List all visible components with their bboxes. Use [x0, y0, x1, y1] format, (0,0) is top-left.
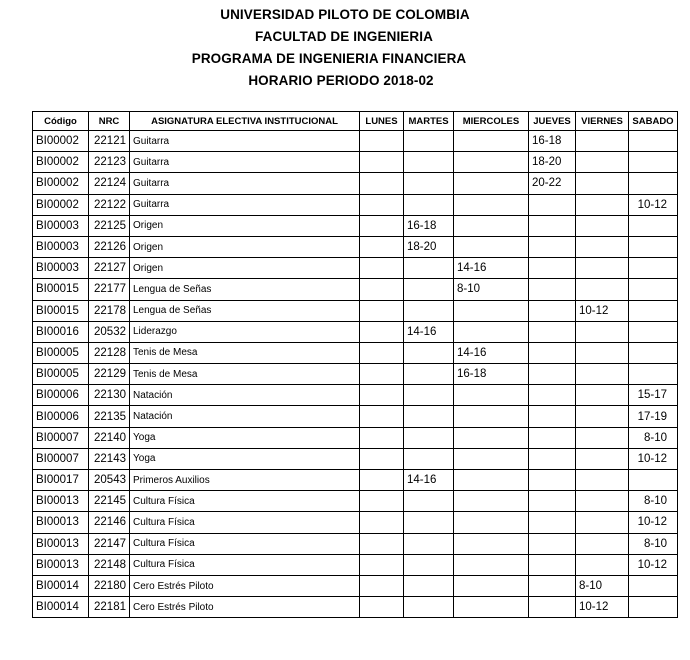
subject-cell: Yoga [130, 448, 360, 469]
nrc-cell: 22143 [89, 448, 130, 469]
martes-cell [404, 597, 454, 618]
lunes-cell [360, 597, 404, 618]
code-cell: BI00014 [33, 575, 89, 596]
miercoles-cell: 8-10 [454, 279, 529, 300]
miercoles-header: MIERCOLES [454, 112, 529, 131]
nrc-cell: 22146 [89, 512, 130, 533]
code-cell: BI00003 [33, 258, 89, 279]
miercoles-cell [454, 236, 529, 257]
viernes-cell [576, 258, 629, 279]
subject-cell: Natación [130, 385, 360, 406]
faculty-title: FACULTAD DE INGENIERIA [255, 29, 433, 44]
viernes-cell: 10-12 [576, 300, 629, 321]
jueves-cell [529, 575, 576, 596]
viernes-cell [576, 236, 629, 257]
document-header [0, 4, 690, 92]
sabado-cell [629, 152, 678, 173]
miercoles-cell: 14-16 [454, 258, 529, 279]
subject-cell: Natación [130, 406, 360, 427]
lunes-cell [360, 258, 404, 279]
lunes-cell [360, 173, 404, 194]
code-cell: BI00017 [33, 470, 89, 491]
university-title: UNIVERSIDAD PILOTO DE COLOMBIA [220, 7, 470, 22]
miercoles-cell [454, 385, 529, 406]
code-cell: BI00007 [33, 427, 89, 448]
lunes-cell [360, 554, 404, 575]
subject-cell: Guitarra [130, 131, 360, 152]
nrc-cell: 20532 [89, 321, 130, 342]
viernes-cell [576, 152, 629, 173]
table-header-row [33, 112, 678, 131]
code-cell: BI00002 [33, 173, 89, 194]
subject-cell: Guitarra [130, 173, 360, 194]
nrc-cell: 22145 [89, 491, 130, 512]
miercoles-cell [454, 406, 529, 427]
lunes-header: LUNES [360, 112, 404, 131]
subject-cell: Cero Estrés Piloto [130, 575, 360, 596]
subject-cell: Guitarra [130, 152, 360, 173]
subject-cell: Cultura Física [130, 512, 360, 533]
nrc-cell: 22140 [89, 427, 130, 448]
table-row [33, 131, 678, 152]
jueves-cell [529, 342, 576, 363]
miercoles-cell: 14-16 [454, 342, 529, 363]
martes-cell: 16-18 [404, 215, 454, 236]
jueves-cell [529, 194, 576, 215]
subject-cell: Lengua de Señas [130, 300, 360, 321]
jueves-cell [529, 279, 576, 300]
jueves-cell [529, 215, 576, 236]
nrc-cell: 22121 [89, 131, 130, 152]
jueves-cell [529, 554, 576, 575]
miercoles-cell [454, 152, 529, 173]
jueves-cell: 20-22 [529, 173, 576, 194]
jueves-cell [529, 448, 576, 469]
lunes-cell [360, 131, 404, 152]
code-cell: BI00003 [33, 236, 89, 257]
miercoles-cell [454, 321, 529, 342]
table-row [33, 236, 678, 257]
program-title: PROGRAMA DE INGENIERIA FINANCIERA [191, 51, 467, 66]
lunes-cell [360, 321, 404, 342]
code-cell: BI00013 [33, 533, 89, 554]
lunes-cell [360, 152, 404, 173]
nrc-cell: 22125 [89, 215, 130, 236]
sabado-cell: 8-10 [629, 533, 678, 554]
miercoles-cell [454, 575, 529, 596]
code-cell: BI00016 [33, 321, 89, 342]
nrc-cell: 22126 [89, 236, 130, 257]
subject-cell: Guitarra [130, 194, 360, 215]
jueves-header: JUEVES [529, 112, 576, 131]
jueves-cell [529, 385, 576, 406]
martes-header: MARTES [404, 112, 454, 131]
nrc-cell: 20543 [89, 470, 130, 491]
viernes-cell [576, 406, 629, 427]
miercoles-cell [454, 173, 529, 194]
sabado-cell [629, 364, 678, 385]
martes-cell [404, 364, 454, 385]
table-row [33, 364, 678, 385]
martes-cell [404, 152, 454, 173]
code-cell: BI00002 [33, 194, 89, 215]
sabado-cell: 10-12 [629, 448, 678, 469]
sabado-cell: 15-17 [629, 385, 678, 406]
sabado-cell [629, 597, 678, 618]
sabado-cell: 17-19 [629, 406, 678, 427]
table-row [33, 300, 678, 321]
viernes-header: VIERNES [576, 112, 629, 131]
jueves-cell: 18-20 [529, 152, 576, 173]
martes-cell [404, 575, 454, 596]
sabado-cell: 8-10 [629, 491, 678, 512]
miercoles-cell [454, 470, 529, 491]
sabado-cell [629, 131, 678, 152]
sabado-cell [629, 342, 678, 363]
viernes-cell [576, 215, 629, 236]
viernes-cell [576, 512, 629, 533]
subject-cell: Cultura Física [130, 533, 360, 554]
nrc-cell: 22177 [89, 279, 130, 300]
schedule-table [32, 111, 678, 618]
jueves-cell [529, 258, 576, 279]
nrc-header: NRC [89, 112, 130, 131]
sabado-cell [629, 215, 678, 236]
martes-cell [404, 385, 454, 406]
table-row [33, 279, 678, 300]
viernes-cell [576, 554, 629, 575]
subject-header: ASIGNATURA ELECTIVA INSTITUCIONAL [130, 112, 360, 131]
subject-cell: Cultura Física [130, 554, 360, 575]
sabado-cell [629, 173, 678, 194]
code-cell: BI00007 [33, 448, 89, 469]
sabado-cell [629, 321, 678, 342]
code-cell: BI00015 [33, 300, 89, 321]
subject-cell: Cero Estrés Piloto [130, 597, 360, 618]
viernes-cell [576, 131, 629, 152]
jueves-cell [529, 236, 576, 257]
table-row [33, 173, 678, 194]
lunes-cell [360, 427, 404, 448]
nrc-cell: 22135 [89, 406, 130, 427]
miercoles-cell [454, 215, 529, 236]
viernes-cell: 8-10 [576, 575, 629, 596]
jueves-cell [529, 533, 576, 554]
sabado-header: SABADO [629, 112, 678, 131]
martes-cell [404, 427, 454, 448]
table-row [33, 533, 678, 554]
subject-cell: Primeros Auxilios [130, 470, 360, 491]
code-cell: BI00005 [33, 342, 89, 363]
table-row [33, 470, 678, 491]
code-cell: BI00013 [33, 491, 89, 512]
code-cell: BI00006 [33, 385, 89, 406]
jueves-cell [529, 470, 576, 491]
code-cell: BI00005 [33, 364, 89, 385]
code-header: Código [33, 112, 89, 131]
table-row [33, 597, 678, 618]
table-row [33, 491, 678, 512]
martes-cell [404, 448, 454, 469]
martes-cell [404, 279, 454, 300]
sabado-cell: 10-12 [629, 554, 678, 575]
table-row [33, 194, 678, 215]
jueves-cell [529, 406, 576, 427]
jueves-cell: 16-18 [529, 131, 576, 152]
jueves-cell [529, 597, 576, 618]
lunes-cell [360, 470, 404, 491]
martes-cell [404, 512, 454, 533]
nrc-cell: 22127 [89, 258, 130, 279]
nrc-cell: 22147 [89, 533, 130, 554]
subject-cell: Origen [130, 258, 360, 279]
martes-cell [404, 300, 454, 321]
table-row [33, 258, 678, 279]
martes-cell [404, 194, 454, 215]
viernes-cell [576, 173, 629, 194]
lunes-cell [360, 364, 404, 385]
miercoles-cell [454, 597, 529, 618]
viernes-cell: 10-12 [576, 597, 629, 618]
subject-cell: Tenis de Mesa [130, 364, 360, 385]
code-cell: BI00014 [33, 597, 89, 618]
viernes-cell [576, 533, 629, 554]
martes-cell: 14-16 [404, 321, 454, 342]
nrc-cell: 22129 [89, 364, 130, 385]
table-row [33, 575, 678, 596]
viernes-cell [576, 364, 629, 385]
viernes-cell [576, 448, 629, 469]
code-cell: BI00006 [33, 406, 89, 427]
martes-cell [404, 342, 454, 363]
code-cell: BI00015 [33, 279, 89, 300]
lunes-cell [360, 236, 404, 257]
table-row [33, 342, 678, 363]
table-row [33, 512, 678, 533]
martes-cell [404, 554, 454, 575]
viernes-cell [576, 491, 629, 512]
miercoles-cell [454, 554, 529, 575]
schedule-title: HORARIO PERIODO 2018-02 [248, 73, 434, 88]
code-cell: BI00013 [33, 554, 89, 575]
miercoles-cell [454, 194, 529, 215]
subject-cell: Yoga [130, 427, 360, 448]
miercoles-cell [454, 448, 529, 469]
miercoles-cell [454, 533, 529, 554]
code-cell: BI00013 [33, 512, 89, 533]
lunes-cell [360, 533, 404, 554]
subject-cell: Cultura Física [130, 491, 360, 512]
viernes-cell [576, 385, 629, 406]
sabado-cell [629, 300, 678, 321]
nrc-cell: 22122 [89, 194, 130, 215]
lunes-cell [360, 385, 404, 406]
martes-cell [404, 258, 454, 279]
miercoles-cell [454, 427, 529, 448]
nrc-cell: 22180 [89, 575, 130, 596]
nrc-cell: 22181 [89, 597, 130, 618]
jueves-cell [529, 512, 576, 533]
table-row [33, 448, 678, 469]
martes-cell: 18-20 [404, 236, 454, 257]
sabado-cell [629, 236, 678, 257]
miercoles-cell [454, 300, 529, 321]
table-row [33, 152, 678, 173]
martes-cell [404, 406, 454, 427]
jueves-cell [529, 364, 576, 385]
jueves-cell [529, 300, 576, 321]
miercoles-cell [454, 512, 529, 533]
sabado-cell [629, 575, 678, 596]
viernes-cell [576, 342, 629, 363]
viernes-cell [576, 194, 629, 215]
martes-cell [404, 173, 454, 194]
code-cell: BI00002 [33, 152, 89, 173]
viernes-cell [576, 321, 629, 342]
viernes-cell [576, 427, 629, 448]
table-row [33, 406, 678, 427]
jueves-cell [529, 491, 576, 512]
martes-cell [404, 131, 454, 152]
table-row [33, 385, 678, 406]
subject-cell: Origen [130, 215, 360, 236]
miercoles-cell [454, 491, 529, 512]
code-cell: BI00002 [33, 131, 89, 152]
sabado-cell [629, 258, 678, 279]
lunes-cell [360, 491, 404, 512]
sabado-cell [629, 279, 678, 300]
lunes-cell [360, 448, 404, 469]
lunes-cell [360, 279, 404, 300]
miercoles-cell: 16-18 [454, 364, 529, 385]
table-row [33, 215, 678, 236]
subject-cell: Origen [130, 236, 360, 257]
jueves-cell [529, 321, 576, 342]
viernes-cell [576, 470, 629, 491]
martes-cell [404, 533, 454, 554]
lunes-cell [360, 406, 404, 427]
sabado-cell: 8-10 [629, 427, 678, 448]
sabado-cell [629, 470, 678, 491]
miercoles-cell [454, 131, 529, 152]
lunes-cell [360, 342, 404, 363]
table-row [33, 427, 678, 448]
lunes-cell [360, 575, 404, 596]
jueves-cell [529, 427, 576, 448]
nrc-cell: 22178 [89, 300, 130, 321]
sabado-cell: 10-12 [629, 512, 678, 533]
nrc-cell: 22123 [89, 152, 130, 173]
code-cell: BI00003 [33, 215, 89, 236]
martes-cell [404, 491, 454, 512]
table-row [33, 554, 678, 575]
lunes-cell [360, 215, 404, 236]
nrc-cell: 22148 [89, 554, 130, 575]
lunes-cell [360, 300, 404, 321]
martes-cell: 14-16 [404, 470, 454, 491]
nrc-cell: 22124 [89, 173, 130, 194]
sabado-cell: 10-12 [629, 194, 678, 215]
table-body [33, 131, 678, 618]
lunes-cell [360, 194, 404, 215]
nrc-cell: 22130 [89, 385, 130, 406]
viernes-cell [576, 279, 629, 300]
subject-cell: Lengua de Señas [130, 279, 360, 300]
nrc-cell: 22128 [89, 342, 130, 363]
lunes-cell [360, 512, 404, 533]
subject-cell: Liderazgo [130, 321, 360, 342]
subject-cell: Tenis de Mesa [130, 342, 360, 363]
table-row [33, 321, 678, 342]
